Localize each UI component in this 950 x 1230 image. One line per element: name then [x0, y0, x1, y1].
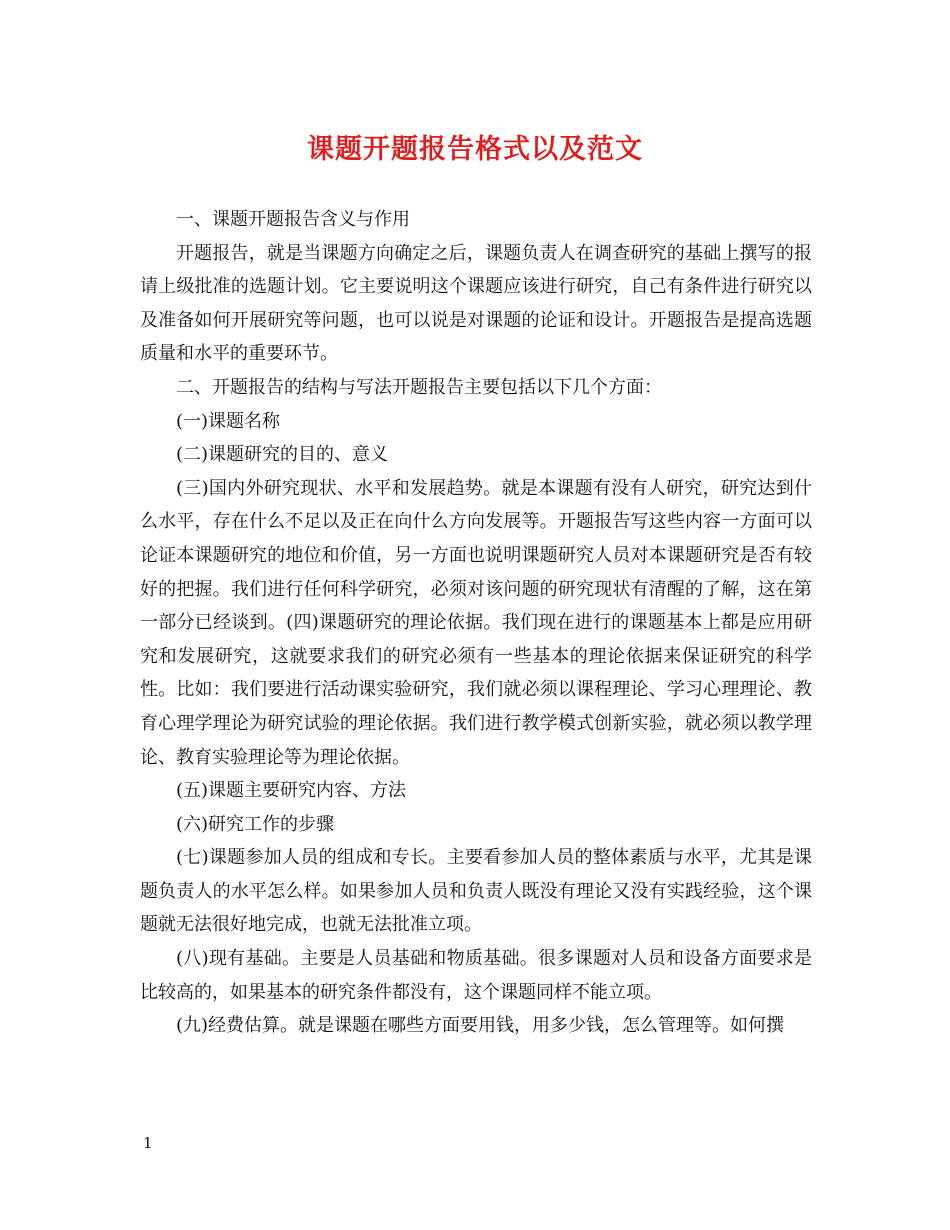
- paragraph: (九)经费估算。就是课题在哪些方面要用钱，用多少钱，怎么管理等。如何撰: [176, 1015, 785, 1037]
- paragraph: 二、开题报告的结构与写法开题报告主要包括以下几个方面：: [176, 376, 662, 398]
- paragraph: (七)课题参加人员的组成和专长。主要看参加人员的整体素质与水平，尤其是课题负责人的水平怎么样。如果参加人员和负责人既没有理论又没有实践经验，这个课题就无法很好地完成，也就无法批准立项。: [140, 847, 812, 936]
- page-number: 1: [143, 1134, 153, 1152]
- document-title: 课题开题报告格式以及范文: [307, 134, 643, 165]
- paragraph: (八)现有基础。主要是人员基础和物质基础。很多课题对人员和设备方面要求是比较高的，如果基本的研究条件都没有，这个课题同样不能立项。: [140, 948, 812, 1003]
- paragraph: (六)研究工作的步骤: [176, 813, 335, 835]
- document-body: [140, 203, 812, 1043]
- paragraph: (一)课题名称: [176, 410, 281, 432]
- paragraph: (五)课题主要研究内容、方法: [176, 780, 407, 802]
- paragraph: (二)课题研究的目的、意义: [176, 444, 389, 466]
- paragraph: 一、课题开题报告含义与作用: [176, 209, 410, 230]
- paragraph: (三)国内外研究现状、水平和发展趋势。就是本课题有没有人研究，研究达到什么水平，存在什么不足以及正在向什么方向发展等。开题报告写这些内容一方面可以论证本课题研究的地位和价值，另一方面也说明课题研究人员对本课题研究是否有较好的把握。我们进行任何科学研究，必须对该问题的研究现状有清醒的了解，这在第一部分已经谈到。(四)课题研究的理论依据。我们现在进行的课题基本上都是应用研究和发展研究，这就要求我们的研究必须有一些基本的理论依据来保证研究的科学性。比如：我们要进行活动课实验研究，我们就必须以课程理论、学习心理理论、教育心理学理论为研究试验的理论依据。我们进行教学模式创新实验，就必须以教学理论、教育实验理论等为理论依据。: [140, 477, 812, 768]
- paragraph: 开题报告，就是当课题方向确定之后，课题负责人在调查研究的基础上撰写的报请上级批准的选题计划。它主要说明这个课题应该进行研究，自己有条件进行研究以及准备如何开展研究等问题，也可以说是对课题的论证和设计。开题报告是提高选题质量和水平的重要环节。: [140, 242, 812, 365]
